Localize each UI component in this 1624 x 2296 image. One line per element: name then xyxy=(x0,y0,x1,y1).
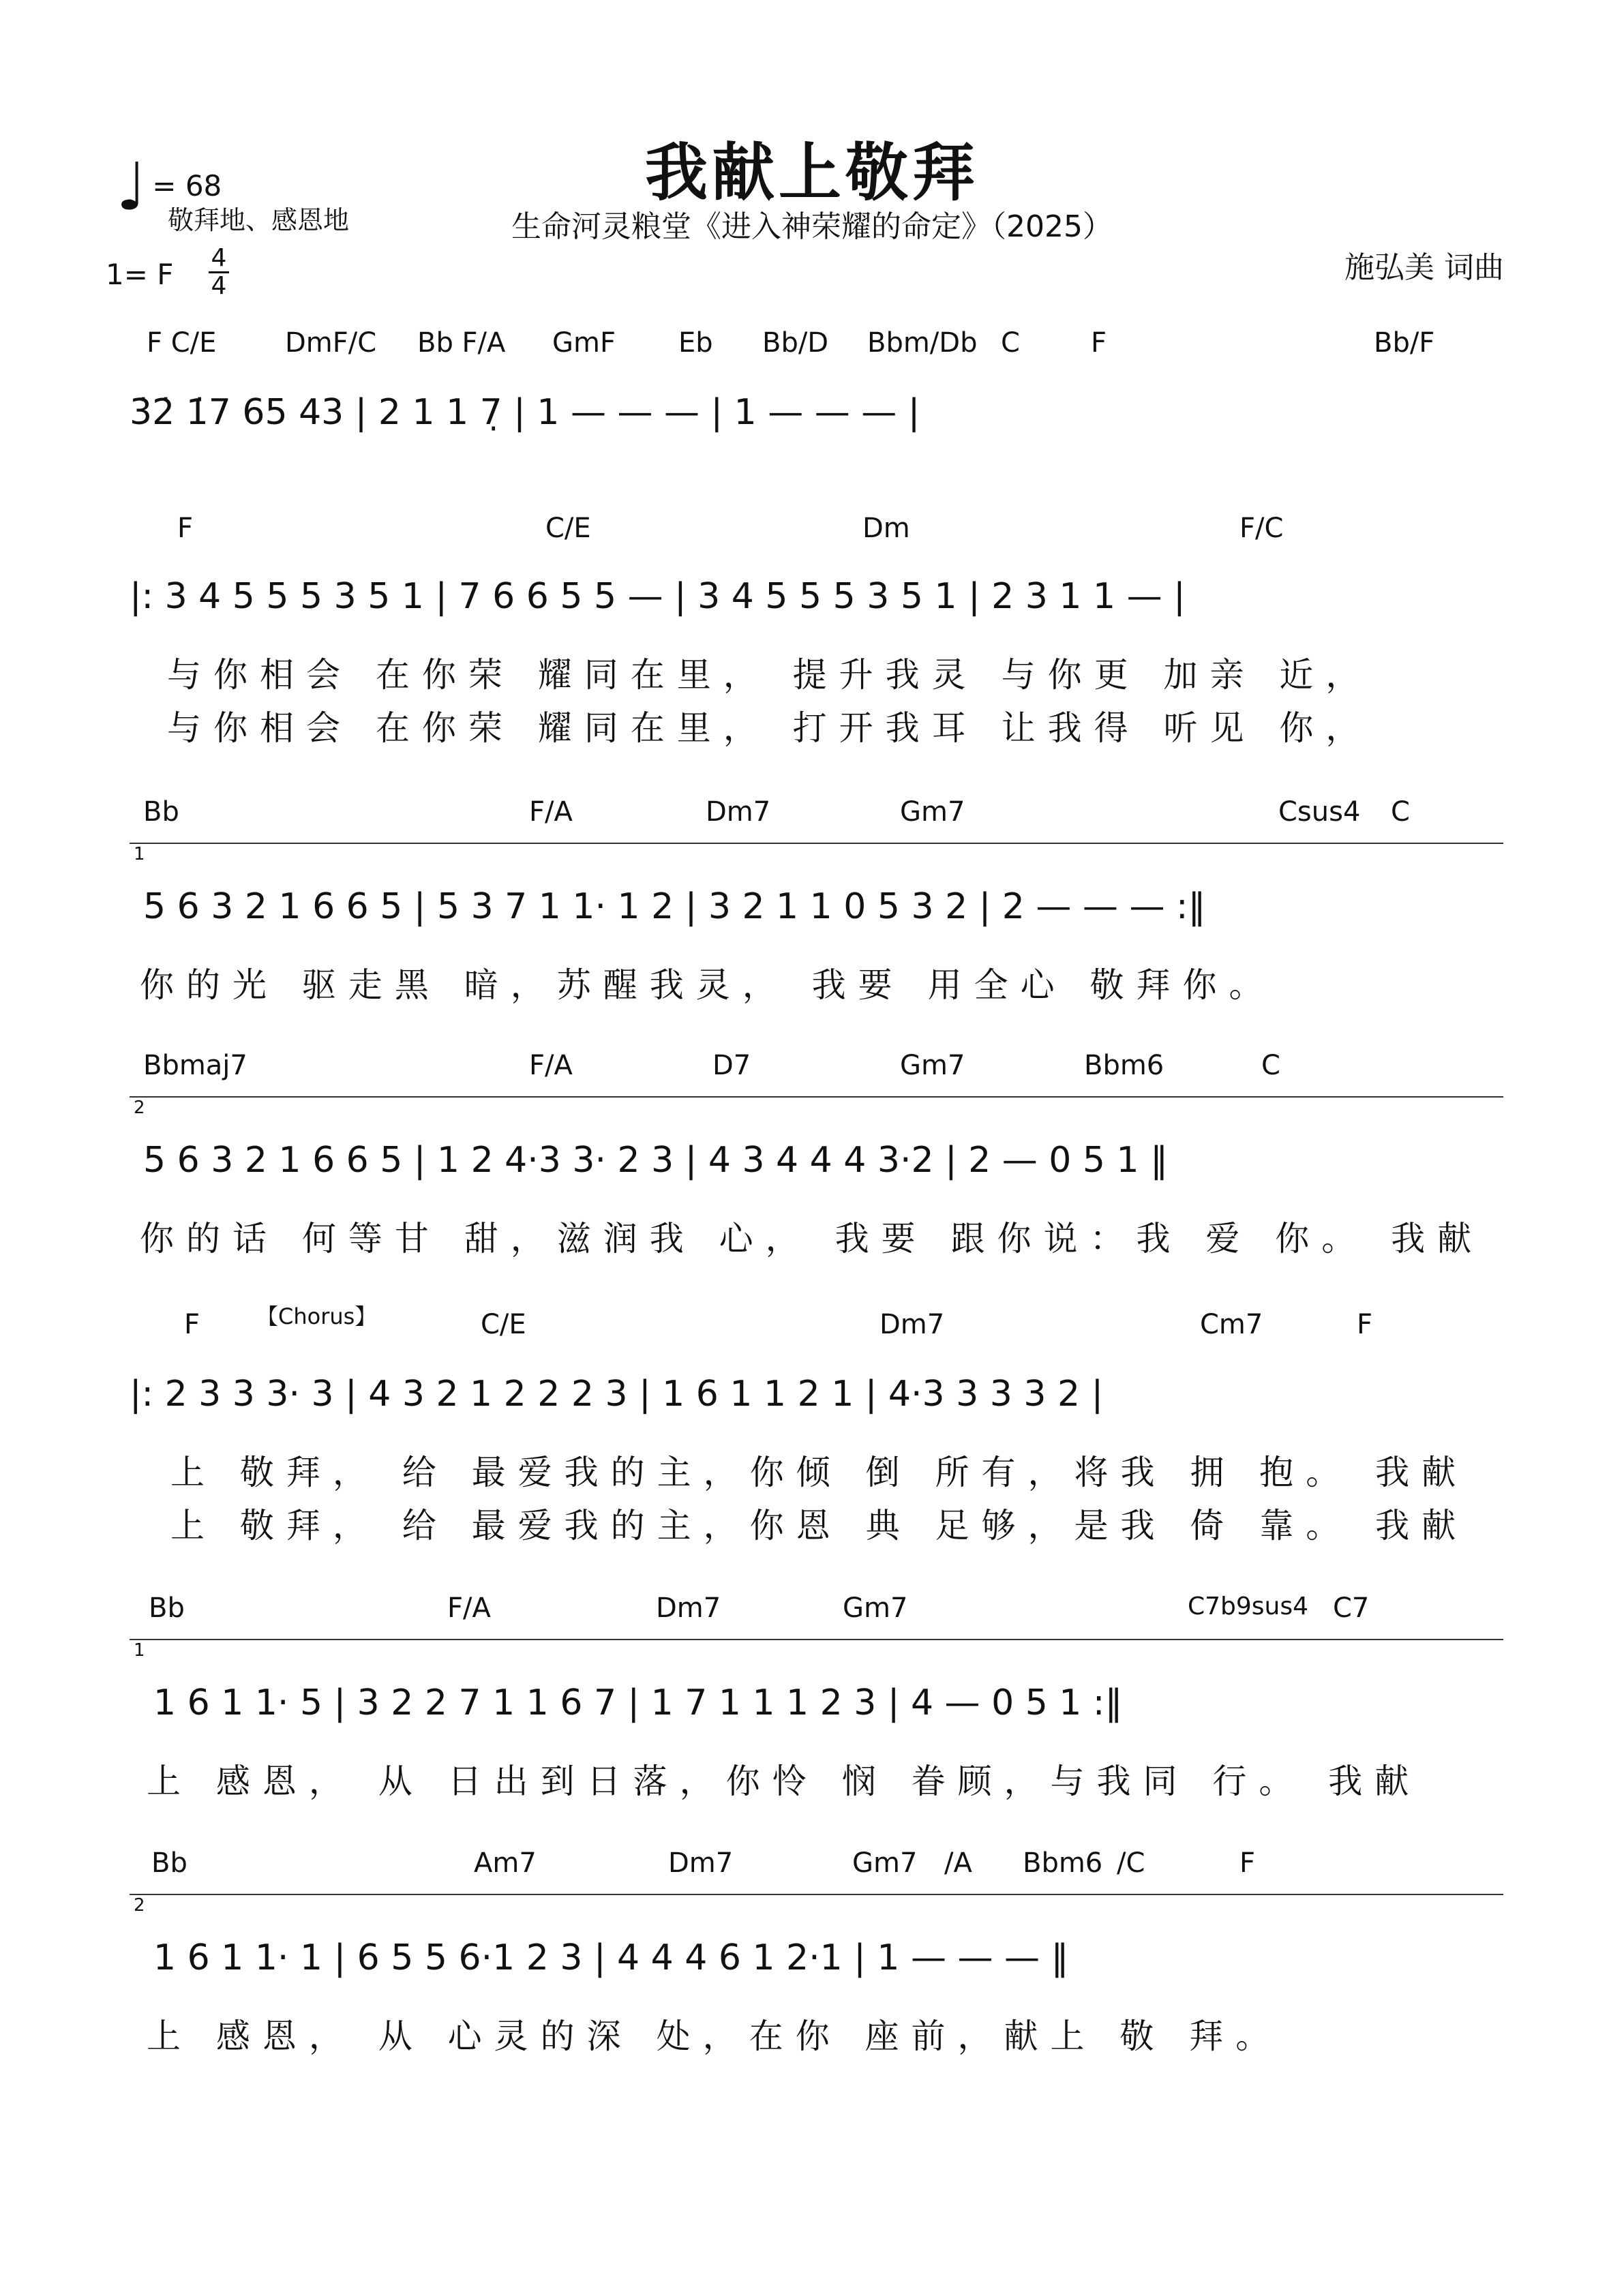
notation-line: 1 6 1 1· 1 | 6 5 5 6·1 2 3 | 4 4 4 6 1 2·1 | 1 — — — ‖ xyxy=(153,1937,1069,1978)
volta-number: 1 xyxy=(134,844,145,864)
chord: Gm7 xyxy=(852,1847,918,1879)
notation-line: 3̇2̇ 1̇7 65 43 | 2 1 1 7̣ | 1 — — — | 1 — — — | xyxy=(130,392,920,433)
volta-bracket xyxy=(130,1639,1503,1640)
chord: Dm7 xyxy=(706,796,771,828)
chord-row xyxy=(0,1847,1624,1882)
chord: C7b9sus4 xyxy=(1188,1592,1309,1620)
chord: Am7 xyxy=(474,1847,537,1879)
chord: Gm7 xyxy=(900,796,965,828)
lyric-line: 与你相会 在你荣 耀同在里， 打开我耳 让我得 听见 你， xyxy=(167,708,1372,748)
lyric-line: 你的光 驱走黑 暗，苏醒我灵， 我要 用全心 敬拜你。 xyxy=(140,965,1276,1005)
volta-number: 2 xyxy=(134,1895,145,1916)
chord: Bb xyxy=(143,796,179,828)
section-label: 【Chorus】 xyxy=(256,1303,377,1329)
chord-row xyxy=(0,796,1624,830)
chord: Dm7 xyxy=(879,1309,945,1340)
chord: Cm7 xyxy=(1200,1309,1263,1340)
notation-line: |: 3 4 5 5 5 3 5 1 | 7 6 6 5 5 — | 3 4 5 5 5 3 5 1 | 2 3 1 1 — | xyxy=(130,576,1186,617)
lyric-line: 上 敬拜， 给 最爱我的主，你倾 倒 所有，将我 拥 抱。 我献 xyxy=(170,1453,1469,1492)
chord: C xyxy=(1001,327,1020,359)
chord: F C/E xyxy=(147,327,217,359)
chord: C xyxy=(1391,796,1410,828)
chord-row xyxy=(0,1303,1624,1343)
chord: F/A xyxy=(447,1592,491,1624)
chord: F xyxy=(1091,327,1107,359)
volta-number: 2 xyxy=(134,1098,145,1118)
chord: F xyxy=(1239,1847,1256,1879)
chord: Bb/F xyxy=(1374,327,1435,359)
quarter-note-icon: ♩ xyxy=(116,149,147,225)
notation-line: 1 6 1 1· 5 | 3 2 2 7 1 1 6 7 | 1 7 1 1 1 2 3 | 4 — 0 5 1 :‖ xyxy=(153,1682,1123,1723)
chord: F xyxy=(177,513,194,544)
time-sig-top: 4 xyxy=(211,244,227,272)
volta-number: 1 xyxy=(134,1640,145,1661)
notation-line: |: 2 3 3 3· 3 | 4 3 2 1 2 2 2 3 | 1 6 1 1 2 1 | 4·3 3 3 3 2 | xyxy=(130,1374,1104,1415)
chord: Eb xyxy=(678,327,713,359)
volta-bracket xyxy=(130,843,1503,844)
composer-credit: 施弘美 词曲 xyxy=(1344,250,1504,285)
song-subtitle: 生命河灵粮堂《进入神荣耀的命定》（2025） xyxy=(511,209,1113,244)
chord: Bbm6 xyxy=(1084,1050,1164,1081)
chord: C7 xyxy=(1333,1592,1370,1624)
lyric-line: 与你相会 在你荣 耀同在里， 提升我灵 与你更 加亲 近， xyxy=(167,655,1372,695)
chord: F/C xyxy=(1239,513,1284,544)
chord: /C xyxy=(1117,1847,1145,1879)
tempo-value: = 68 xyxy=(152,169,222,202)
chord: C xyxy=(1261,1050,1280,1081)
time-signature xyxy=(209,245,229,299)
chord: GmF xyxy=(552,327,616,359)
notation-line: 5 6 3 2 1 6 6 5 | 1 2 4·3 3· 2 3 | 4 3 4 4 4 3·2 | 2 — 0 5 1 ‖ xyxy=(143,1140,1169,1181)
chord: Bbmaj7 xyxy=(143,1050,247,1081)
time-sig-bottom: 4 xyxy=(211,272,227,300)
chord: DmF/C xyxy=(285,327,377,359)
chord: Bb xyxy=(151,1847,187,1879)
chord: Gm7 xyxy=(900,1050,965,1081)
chord: F/A xyxy=(529,796,573,828)
chord-row xyxy=(0,1050,1624,1084)
chord: D7 xyxy=(712,1050,751,1081)
notation-line: 5 6 3 2 1 6 6 5 | 5 3 7 1 1· 1 2 | 3 2 1 1 0 5 3 2 | 2 — — — :‖ xyxy=(143,886,1206,927)
lyric-line: 上 感恩， 从 心灵的深 处，在你 座前，献上 敬 拜。 xyxy=(147,2016,1282,2056)
chord: Dm7 xyxy=(668,1847,734,1879)
chord: C/E xyxy=(481,1309,526,1340)
song-title: 我献上敬拜 xyxy=(644,136,979,209)
chord: Dm7 xyxy=(656,1592,721,1624)
chord-row xyxy=(0,1592,1624,1627)
volta-bracket xyxy=(130,1894,1503,1895)
chord: Bb xyxy=(149,1592,185,1624)
chord: F xyxy=(1357,1309,1373,1340)
volta-bracket xyxy=(130,1096,1503,1098)
chord: Bbm/Db xyxy=(867,327,978,359)
chord-row xyxy=(0,327,1624,361)
chord: Csus4 xyxy=(1278,796,1361,828)
chord: Gm7 xyxy=(843,1592,908,1624)
chord: /A xyxy=(944,1847,972,1879)
expression-marking: 敬拜地、感恩地 xyxy=(168,205,350,235)
chord: Bb/D xyxy=(762,327,829,359)
chord: F xyxy=(184,1309,200,1340)
chord: F/A xyxy=(529,1050,573,1081)
chord: Bbm6 xyxy=(1023,1847,1103,1879)
lyric-line: 上 感恩， 从 日出到日落，你怜 悯 眷顾，与我同 行。 我献 xyxy=(147,1762,1422,1801)
key-signature: 1= F xyxy=(106,258,174,291)
chord: C/E xyxy=(545,513,591,544)
chord-row xyxy=(0,513,1624,547)
chord: Bb F/A xyxy=(417,327,506,359)
lyric-line: 上 敬拜， 给 最爱我的主，你恩 典 足够，是我 倚 靠。 我献 xyxy=(170,1506,1469,1545)
lyric-line: 你的话 何等甘 甜，滋润我 心， 我要 跟你说：我 爱 你。 我献 xyxy=(140,1219,1484,1258)
chord: Dm xyxy=(862,513,910,544)
